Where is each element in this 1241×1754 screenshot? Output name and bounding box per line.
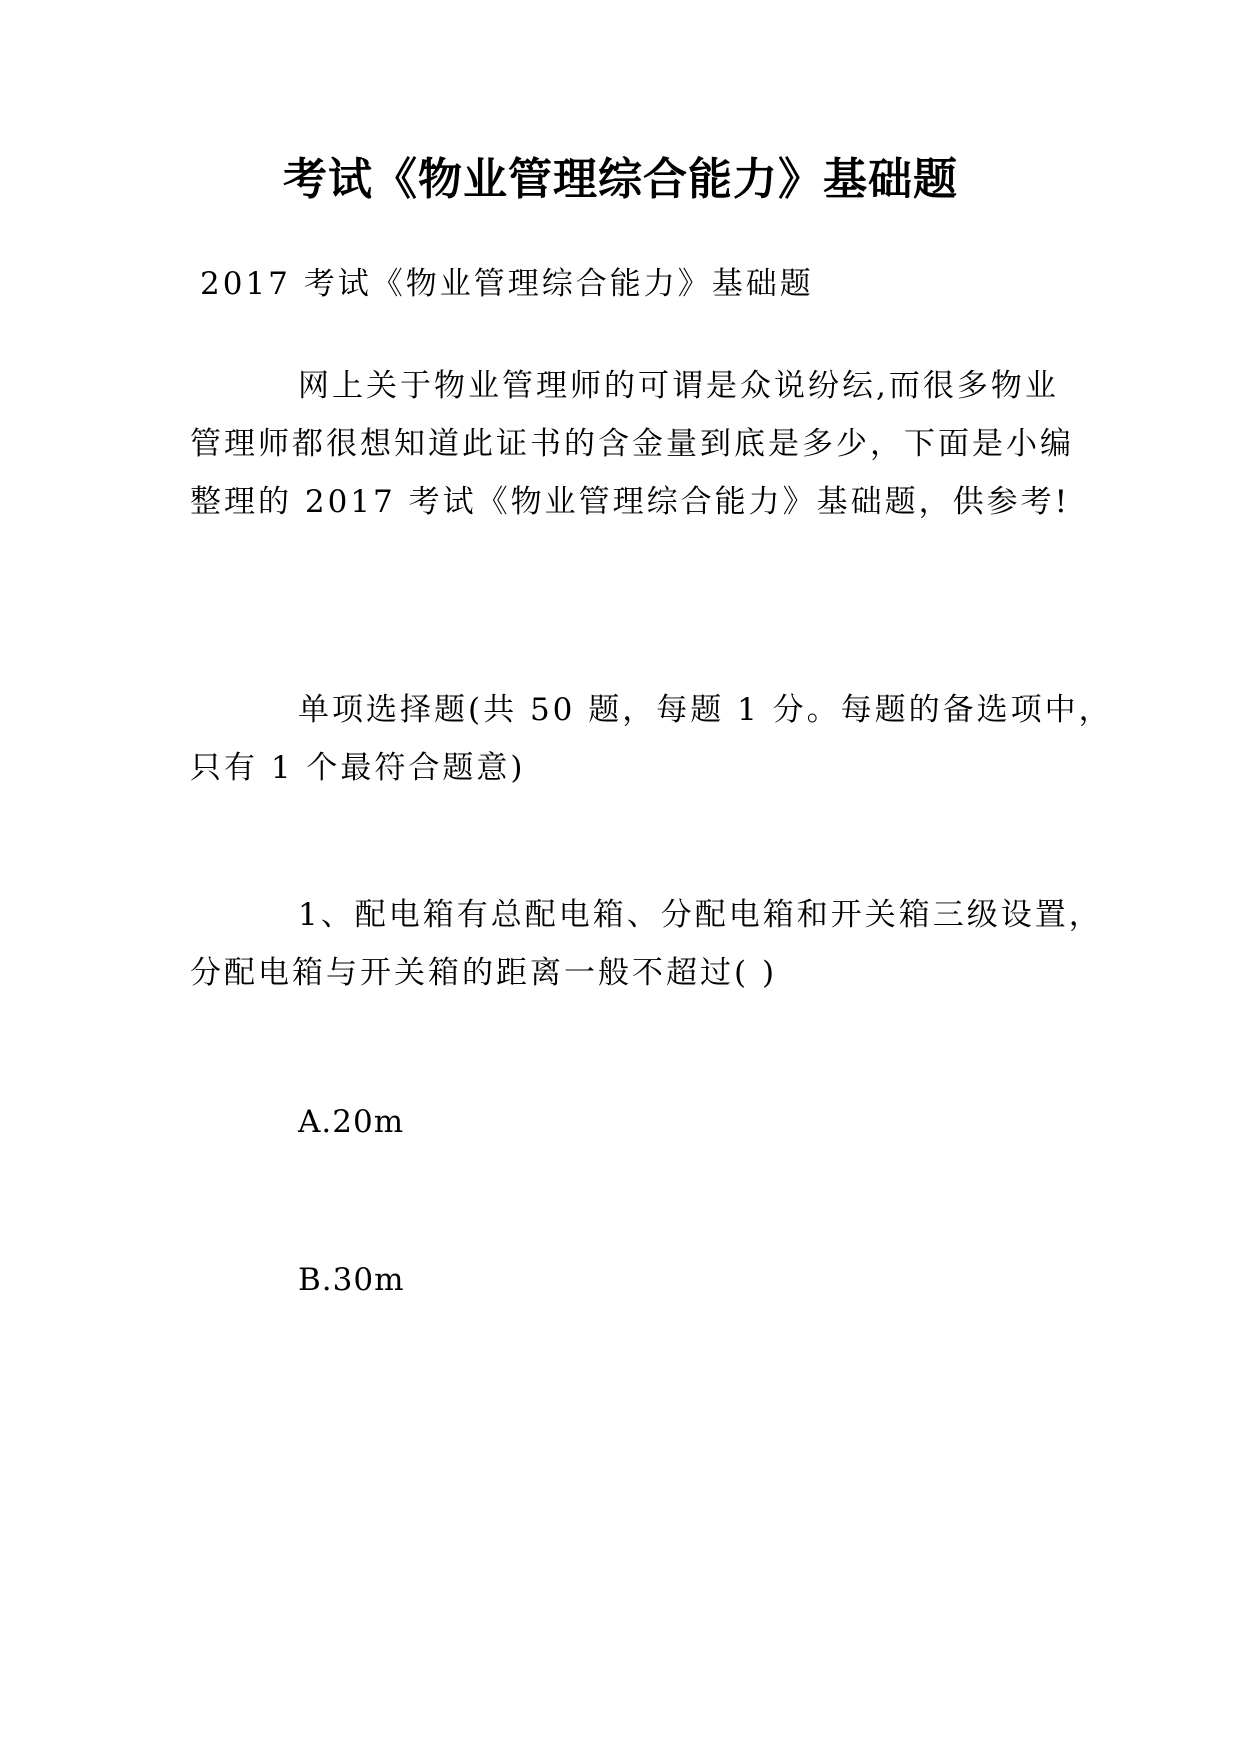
section-line-1: 单项选择题(共 50 题，每题 1 分。每题的备选项中，	[298, 692, 1113, 728]
option-b: B.30m	[298, 1262, 405, 1298]
section-line-2: 只有 1 个最符合题意)	[190, 750, 526, 786]
document-title: 考试《物业管理综合能力》基础题	[283, 154, 958, 205]
question-line-1: 1、配电箱有总配电箱、分配电箱和开关箱三级设置，	[298, 897, 1103, 933]
intro-line-3: 整理的 2017 考试《物业管理综合能力》基础题，供参考!	[190, 484, 1071, 520]
intro-line-1: 网上关于物业管理师的可谓是众说纷纭,而很多物业	[298, 368, 1059, 404]
option-a: A.20m	[298, 1104, 405, 1140]
question-line-2: 分配电箱与开关箱的距离一般不超过( )	[190, 955, 778, 991]
document-subtitle: 2017 考试《物业管理综合能力》基础题	[200, 266, 814, 302]
intro-line-2: 管理师都很想知道此证书的含金量到底是多少，下面是小编	[190, 426, 1074, 462]
